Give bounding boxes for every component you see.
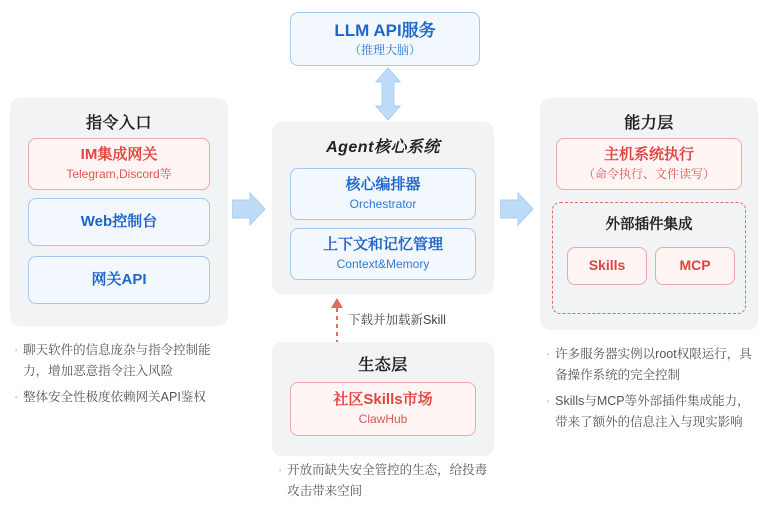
agent-panel-title: Agent核心系统 bbox=[326, 139, 440, 156]
ecosystem-panel-title: 生态层 bbox=[358, 357, 408, 374]
gateway-api-title: 网关API bbox=[91, 270, 147, 288]
im-gateway-title: IM集成网关 bbox=[80, 146, 158, 164]
clawhub-subtitle: ClawHub bbox=[358, 411, 408, 426]
note-item bbox=[278, 460, 496, 501]
capability-panel bbox=[540, 98, 758, 330]
clawhub-title: 社区Skills市场 bbox=[333, 391, 433, 409]
entry-panel-title: 指令入口 bbox=[85, 115, 152, 132]
entry-note-text: 整体安全性极度依赖网关API鉴权 bbox=[23, 390, 206, 405]
bullet-icon: · bbox=[546, 347, 551, 361]
entry-note-text: 聊天软件的信息庞杂与指令控制能力，增加恶意指令注入风险 bbox=[23, 343, 211, 378]
mcp-title: MCP bbox=[679, 257, 711, 274]
im-gateway-box bbox=[28, 138, 210, 190]
note-item bbox=[14, 387, 226, 408]
bullet-icon: · bbox=[14, 343, 19, 357]
context-memory-box bbox=[290, 228, 476, 280]
download-skill-label: 下载并加载新Skill bbox=[348, 313, 446, 327]
agent-to-capability-arrow-icon bbox=[500, 192, 534, 226]
gateway-api-box bbox=[28, 256, 210, 304]
llm-agent-double-arrow-icon bbox=[375, 68, 401, 125]
note-item bbox=[546, 391, 758, 432]
bullet-icon: · bbox=[278, 463, 283, 477]
web-console-box bbox=[28, 198, 210, 246]
context-memory-title: 上下文和记忆管理 bbox=[322, 236, 443, 254]
capability-note-text: Skills与MCP等外部插件集成能力，带来了额外的信息注入与现实影响 bbox=[555, 394, 750, 429]
host-execution-box bbox=[556, 138, 742, 190]
web-console-title: Web控制台 bbox=[80, 212, 158, 230]
entry-notes bbox=[14, 340, 226, 414]
orchestrator-subtitle: Orchestrator bbox=[349, 196, 417, 211]
orchestrator-title: 核心编排器 bbox=[345, 176, 421, 194]
ecosystem-note-text: 开放而缺失安全管控的生态，给投毒攻击带来空间 bbox=[287, 463, 488, 498]
ecosystem-panel bbox=[272, 342, 494, 456]
external-plugin-group-title: 外部插件集成 bbox=[605, 217, 693, 233]
llm-api-subtitle: （推理大脑） bbox=[348, 43, 421, 58]
im-gateway-subtitle: Telegram,Discord等 bbox=[66, 166, 172, 181]
skills-title: Skills bbox=[588, 257, 626, 274]
bullet-icon: · bbox=[546, 394, 551, 409]
note-item bbox=[546, 344, 758, 385]
note-item bbox=[14, 340, 226, 381]
external-plugin-group bbox=[552, 202, 746, 314]
llm-api-service-box bbox=[290, 12, 480, 66]
capability-notes bbox=[546, 344, 758, 439]
context-memory-subtitle: Context&Memory bbox=[336, 256, 430, 271]
host-execution-title: 主机系统执行 bbox=[603, 146, 694, 164]
capability-note-text: 许多服务器实例以root权限运行，具备操作系统的完全控制 bbox=[555, 347, 752, 382]
entry-to-agent-arrow-icon bbox=[232, 192, 266, 226]
entry-panel bbox=[10, 98, 228, 326]
clawhub-box bbox=[290, 382, 476, 436]
host-execution-subtitle: （命令执行、文件读写） bbox=[582, 166, 715, 181]
mcp-box bbox=[655, 247, 735, 285]
capability-panel-title: 能力层 bbox=[624, 115, 674, 132]
orchestrator-box bbox=[290, 168, 476, 220]
agent-core-panel bbox=[272, 122, 494, 294]
llm-api-title: LLM API服务 bbox=[334, 20, 436, 40]
skills-box bbox=[567, 247, 647, 285]
ecosystem-notes bbox=[278, 460, 496, 501]
bullet-icon: · bbox=[14, 390, 19, 405]
